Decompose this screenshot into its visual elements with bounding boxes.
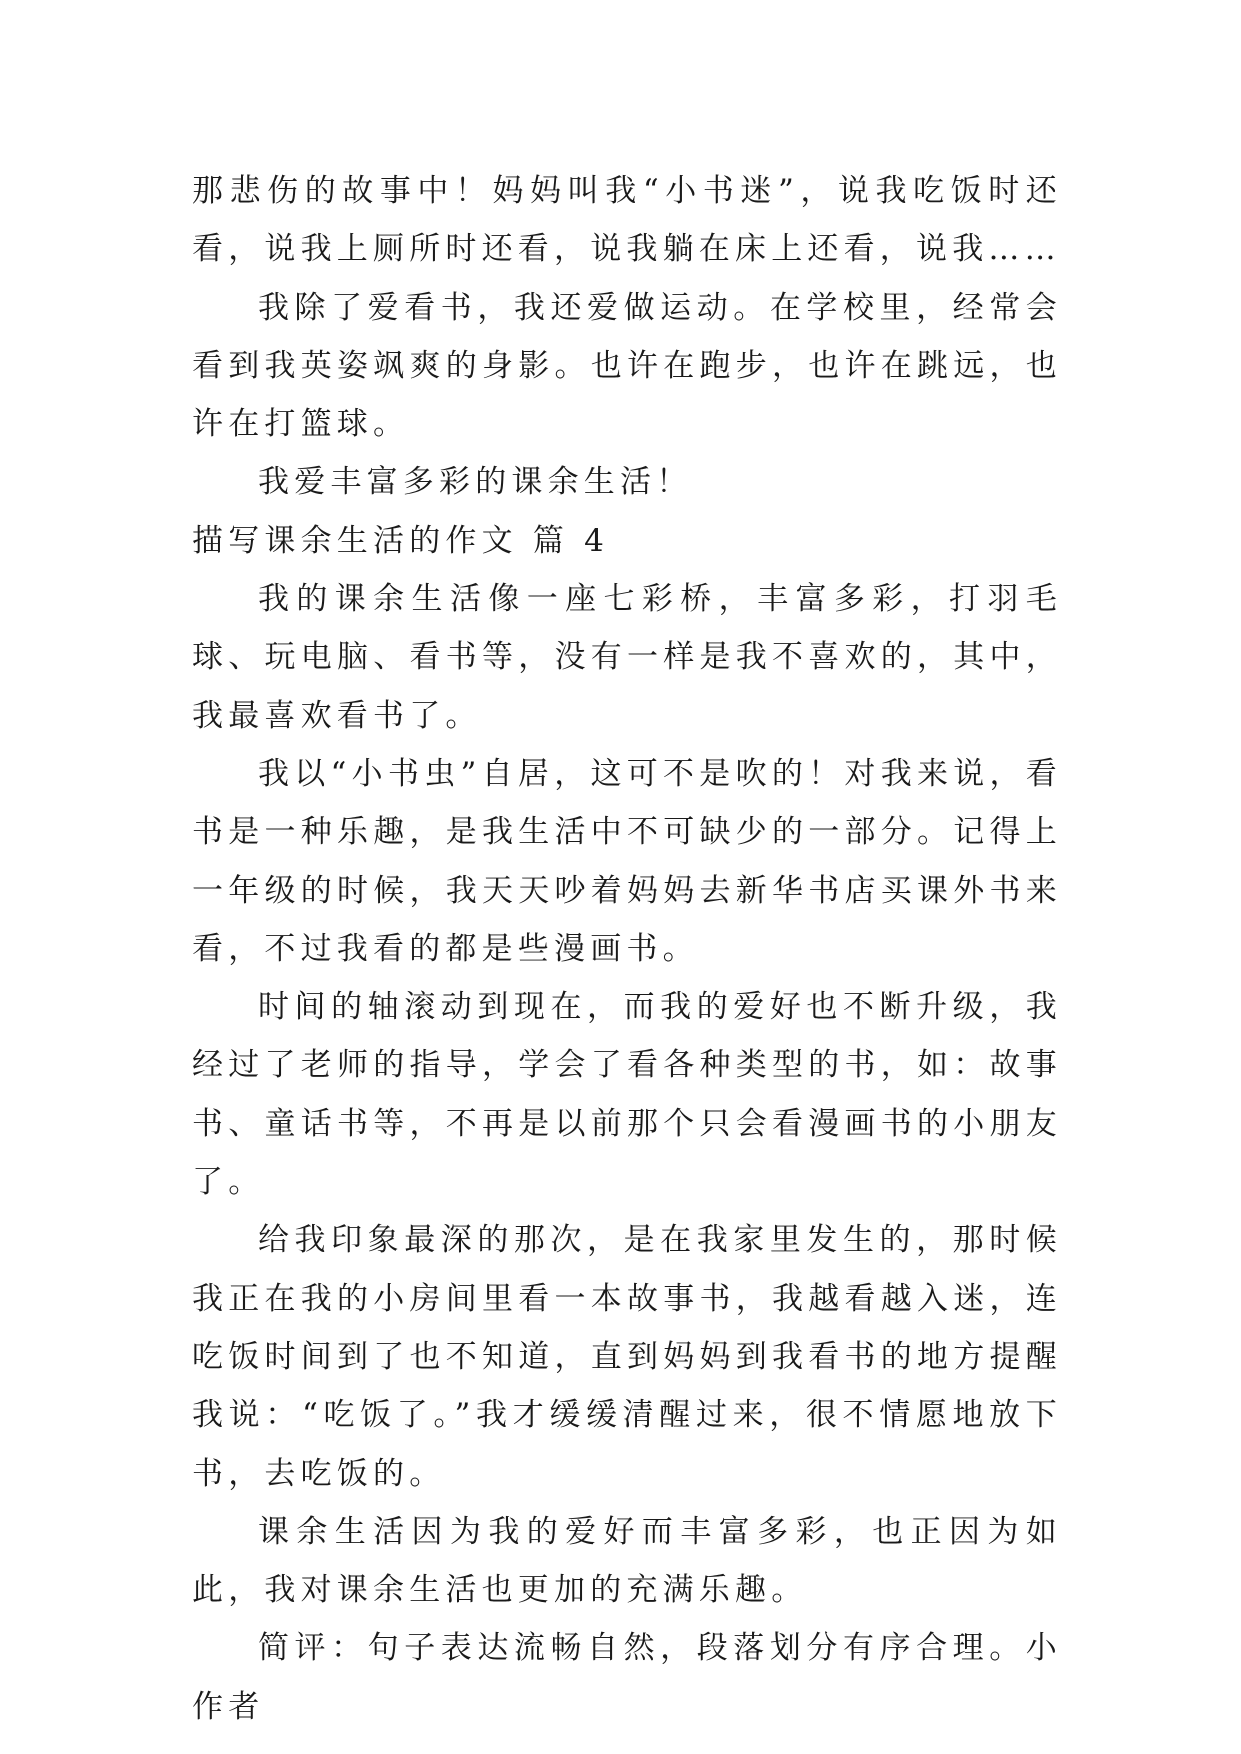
- paragraph: 课余生活因为我的爱好而丰富多彩，也正因为如此，我对课余生活也更加的充满乐趣。: [192, 1513, 1062, 1609]
- paragraph: 给我印象最深的那次，是在我家里发生的，那时候我正在我的小房间里看一本故事书，我越看越入迷，连吃饭时间到了也不知道，直到妈妈到我看书的地方提醒我说：“吃饭了。”我才缓缓清醒过来，很不情愿地放下书，去吃饭的。: [192, 1222, 1062, 1492]
- paragraph: 我以“小书虫”自居，这可不是吹的！对我来说，看书是一种乐趣，是我生活中不可缺少的一部分。记得上一年级的时候，我天天吵着妈妈去新华书店买课外书来看，不过我看的都是些漫画书。: [192, 755, 1062, 967]
- paragraph: 我爱丰富多彩的课余生活！: [258, 464, 693, 501]
- paragraph: 我除了爱看书，我还爱做运动。在学校里，经常会看到我英姿飒爽的身影。也许在跑步，也许在跳远，也许在打篮球。: [192, 289, 1062, 443]
- paragraph: 我的课余生活像一座七彩桥，丰富多彩，打羽毛球、玩电脑、看书等，没有一样是我不喜欢的，其中，我最喜欢看书了。: [192, 581, 1062, 734]
- paragraph: 那悲伤的故事中！妈妈叫我“小书迷”，说我吃饭时还看，说我上厕所时还看，说我躺在床上还看，说我……: [192, 173, 1062, 268]
- essay-body: [192, 162, 1062, 1736]
- review-paragraph: 简评：句子表达流畅自然，段落划分有序合理。小作者: [192, 1630, 1062, 1725]
- essay-section-heading: 描写课余生活的作文 篇 4: [192, 522, 610, 559]
- paragraph: 时间的轴滚动到现在，而我的爱好也不断升级，我经过了老师的指导，学会了看各种类型的书，如：故事书、童话书等，不再是以前那个只会看漫画书的小朋友了。: [192, 989, 1062, 1201]
